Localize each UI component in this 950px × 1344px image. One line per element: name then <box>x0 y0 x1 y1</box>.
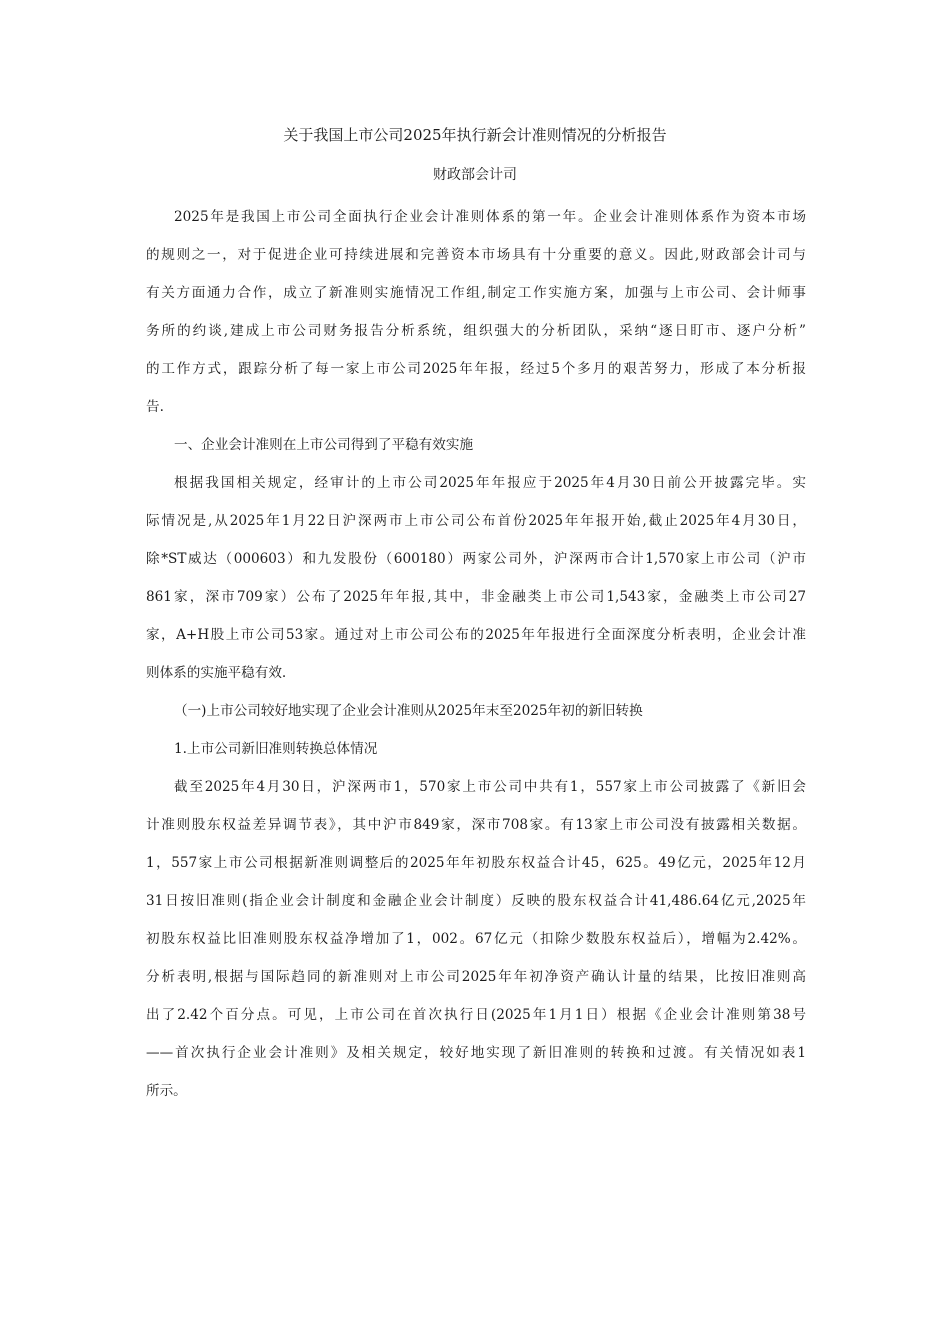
paragraph-line: 1，557家上市公司根据新准则调整后的2025年年初股东权益合计45，625。49亿元，2025年12月 <box>146 855 806 871</box>
paragraph-line: 31日按旧准则(指企业会计制度和金融企业会计制度）反映的股东权益合计41,486.64亿元,2025年 <box>146 893 806 909</box>
document-author: 财政部会计司 <box>433 167 517 183</box>
paragraph-line: 则体系的实施平稳有效. <box>146 665 287 681</box>
paragraph-line: 的规则之一，对于促进企业可持续进展和完善资本市场具有十分重要的意义。因此,财政部会计司与 <box>146 247 806 263</box>
paragraph-line: 除*ST威达（000603）和九发股份（600180）两家公司外，沪深两市合计1,570家上市公司（沪市 <box>146 551 806 567</box>
section-heading: 一、企业会计准则在上市公司得到了平稳有效实施 <box>174 437 474 453</box>
subsection-heading: （一)上市公司较好地实现了企业会计准则从2025年末至2025年初的新旧转换 <box>174 703 643 719</box>
paragraph-line: 务所的约谈,建成上市公司财务报告分析系统，组织强大的分析团队，采纳“逐日盯市、逐户分析” <box>146 323 806 339</box>
paragraph-line: 的工作方式，跟踪分析了每一家上市公司2025年年报，经过5个多月的艰苦努力，形成了本分析报 <box>146 361 806 377</box>
paragraph-line: 出了2.42个百分点。可见，上市公司在首次执行日(2025年1月1日）根据《企业会计准则第38号 <box>146 1007 806 1023</box>
paragraph-line: 家，A+H股上市公司53家。通过对上市公司公布的2025年年报进行全面深度分析表明，企业会计准 <box>146 627 806 643</box>
subsection-heading: 1.上市公司新旧准则转换总体情况 <box>174 741 378 757</box>
paragraph-line: 2025年是我国上市公司全面执行企业会计准则体系的第一年。企业会计准则体系作为资本市场 <box>174 209 806 225</box>
paragraph-line: 根据我国相关规定，经审计的上市公司2025年年报应于2025年4月30日前公开披露完毕。实 <box>174 475 806 491</box>
paragraph-line: 861家，深市709家）公布了2025年年报,其中，非金融类上市公司1,543家，金融类上市公司27 <box>146 589 806 605</box>
paragraph-line: 计准则股东权益差异调节表》，其中沪市849家，深市708家。有13家上市公司没有披露相关数据。 <box>146 817 806 833</box>
paragraph-line: 所示。 <box>146 1083 187 1099</box>
paragraph-line: 截至2025年4月30日，沪深两市1，570家上市公司中共有1，557家上市公司披露了《新旧会 <box>174 779 806 795</box>
paragraph-line: 初股东权益比旧准则股东权益净增加了1，002。67亿元（扣除少数股东权益后），增幅为2.42%。 <box>146 931 806 947</box>
paragraph-line: ——首次执行企业会计准则》及相关规定，较好地实现了新旧准则的转换和过渡。有关情况如表1 <box>146 1045 806 1061</box>
document-title: 关于我国上市公司2025年执行新会计准则情况的分析报告 <box>283 126 667 144</box>
paragraph-line: 分析表明,根据与国际趋同的新准则对上市公司2025年年初净资产确认计量的结果，比按旧准则高 <box>146 969 806 985</box>
paragraph-line: 告. <box>146 399 164 415</box>
paragraph-line: 际情况是,从2025年1月22日沪深两市上市公司公布首份2025年年报开始,截止2025年4月30日， <box>146 513 806 529</box>
paragraph-line: 有关方面通力合作，成立了新准则实施情况工作组,制定工作实施方案，加强与上市公司、会计师事 <box>146 285 806 301</box>
